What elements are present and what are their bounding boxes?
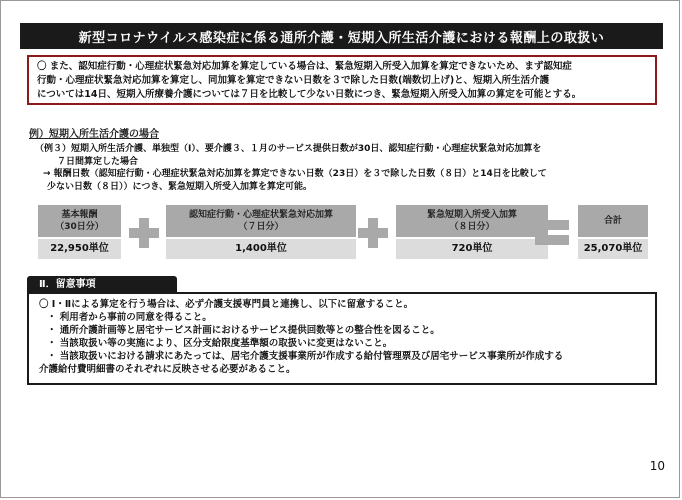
plus-icon [358,218,388,248]
notes-tab: Ⅱ．留意事項 [27,276,177,294]
intro-line: 〇 また、認知症行動・心理症状緊急対応加算を算定している場合は、緊急短期入所受入加算を算定できないため、まず認知症 [37,61,572,72]
calculation-row [38,205,648,265]
notes-box [27,292,657,385]
emergency-addition-value: 720単位 [396,239,548,259]
dementia-addition-label [166,205,356,237]
notes-bullet: ・ 当該取扱いにおける請求にあたっては、居宅介護支援事業所が作成する給付管理票及び居宅サービス事業所が作成する [47,351,564,362]
label-line: （８日分） [449,222,495,232]
base-reward-label [38,205,121,237]
example-line: → 報酬日数（認知症行動・心理症状緊急対応加算を算定できない日数（23日）を３で除した日数（８日）と14日を比較して [43,169,547,179]
plus-icon [129,218,159,248]
example-text [35,143,645,193]
example-line: （例３）短期入所生活介護、単独型（Ⅰ）、要介護３、１月のサービス提供日数が30日、認知症行動・心理症状緊急対応加算を [35,144,542,154]
example-line: 少ない日数（８日））につき、緊急短期入所受入加算を算定可能。 [47,181,312,192]
base-reward-value: 22,950単位 [38,239,121,259]
notes-bullet: ・ 当該取扱い等の実施により、区分支給限度基準額の取扱いに変更はないこと。 [47,338,393,349]
label-line: （30日分） [55,222,104,232]
notes-bullet: ・ 利用者から事前の同意を得ること。 [47,312,212,323]
total-label: 合計 [578,205,648,237]
emergency-addition-box [396,205,548,259]
notes-line: 〇 Ⅰ・Ⅱによる算定を行う場合は、必ず介護支援専門員と連携し、以下に留意すること。 [39,299,414,310]
label-line: （７日分） [238,222,284,232]
dementia-addition-box [166,205,356,259]
label-line: 緊急短期入所受入加算 [426,210,517,220]
example-line: ７日間算定した場合 [57,156,139,167]
total-box [578,205,648,259]
emergency-addition-label [396,205,548,237]
label-line: 基本報酬 [61,210,98,220]
example-heading: 例）短期入所生活介護の場合 [29,129,159,140]
page-number: 10 [649,459,665,473]
equals-icon [535,218,569,246]
base-reward-box [38,205,121,259]
dementia-addition-value: 1,400単位 [166,239,356,259]
notes-bullet-continuation: 介護給付費明細書のそれぞれに反映させる必要があること。 [39,364,296,375]
intro-line: 行動・心理症状緊急対応加算を算定し、同加算を算定できない日数を３で除した日数(端数切上げ)と、短期入所生活介護 [37,75,550,86]
label-line: 認知症行動・心理症状緊急対応加算 [188,210,333,220]
slide-title: 新型コロナウイルス感染症に係る通所介護・短期入所生活介護における報酬上の取扱い [20,23,663,49]
intro-line: については14日、短期入所療養介護については７日を比較して少ない日数につき、緊急短期入所受入加算の算定を可能とする。 [37,89,582,100]
notes-bullet: ・ 通所介護計画等と居宅サービス計画におけるサービス提供回数等との整合性を図ること。 [47,325,440,336]
total-value: 25,070単位 [578,239,648,259]
intro-box [27,55,657,105]
